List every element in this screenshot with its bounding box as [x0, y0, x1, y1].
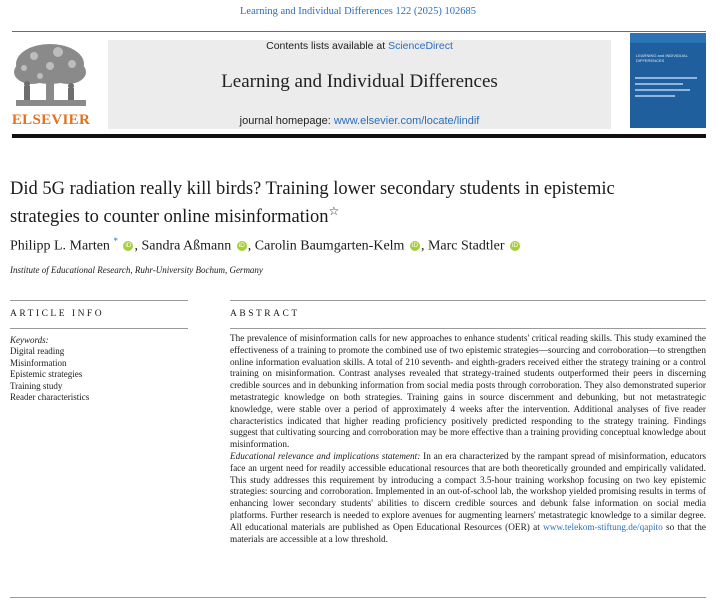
keyword-item: Epistemic strategies	[10, 369, 83, 379]
title-footnote-mark[interactable]: ☆	[328, 204, 340, 218]
keyword-item: Misinformation	[10, 357, 67, 368]
relevance-tail: so that the materials are accessible at a low threshold.	[230, 522, 706, 545]
publisher-logo-text: ELSEVIER	[11, 112, 91, 128]
orcid-icon[interactable]: iD	[125, 242, 132, 250]
article-title-text: Did 5G radiation really kill birds? Training lower secondary students in epistemic strategies to counter online misinformation	[10, 179, 615, 228]
journal-title: Learning and Individual Differences	[221, 71, 498, 92]
author-name[interactable]: Carolin Baumgarten-Kelm	[254, 238, 405, 254]
oer-link[interactable]: www.telekom-stiftung.de/qapito	[543, 522, 663, 533]
article-info-divider	[10, 328, 188, 329]
cover-line	[635, 77, 697, 79]
article-info-top-rule	[10, 300, 188, 301]
abstract-divider	[230, 328, 706, 329]
cover-line	[635, 95, 675, 97]
cover-top-band	[630, 33, 706, 43]
abstract-section	[230, 334, 706, 546]
orcid-icon[interactable]: iD	[411, 242, 419, 250]
abstract-top-rule	[230, 300, 706, 301]
author-separator: ,	[420, 238, 425, 254]
author-list	[10, 236, 521, 255]
author-name[interactable]: Marc Stadtler	[427, 238, 505, 254]
journal-cover-image[interactable]	[630, 33, 706, 128]
header-top-rule	[12, 31, 706, 32]
relevance-body: In an era characterized by the rampant spread of misinformation, educators face an urgent need for readily accessible educational resources that are both theoretically grounded and empirically validated. This study addresses this requirement by introducing a compact 3.5-hour training workshop focusing on two key epistemic strategies: sourcing and corroboration. Implemented in an out-of-school lab, the workshop yielded promising results in terms of enhancing lower secondary students' abilities to discern credible sources and debunk false information on social media platforms. Further research is needed to explore avenues for augmenting learners' metastrategic knowledge to a similar degree. All educational materials are published as Open Educational Resources (OER) at	[230, 451, 707, 533]
cover-title: LEARNING and INDIVIDUAL DIFFERENCES	[636, 53, 688, 63]
orcid-icon[interactable]: iD	[238, 242, 245, 250]
cover-line	[635, 89, 690, 91]
keyword-item: Training study	[10, 380, 63, 391]
author-separator: ,	[247, 238, 252, 254]
journal-homepage	[108, 115, 611, 127]
abstract-body: The prevalence of misinformation calls for new approaches to enhance students' critical reading skills. This study examined the effectiveness of a training to promote the combined use of two epistemic strategies—sourcing and corroboration—to strengthen online information evaluation skills. A total of 210 seventh- and eighth-graders received either the strategy training or a control training on misinformation. Contrast analyses revealed that strategy-trained students outperformed their peers in discerning credible sources and in debunking information from social media posts through corroboration. They also demonstrated superior metastrategic knowledge on both strategies. Training gains in source discernment and debunking, but not metastrategic knowledge, were stable over a period of approximately 4 weeks after the intervention. Additional analyses of five reader characteristics indicated that higher reading proficiency positively predicted responding to the strategy training. Findings suggest that cultivating sourcing and corroboration may be more effective than a training providing conceptual knowledge about misinformation.	[230, 334, 706, 451]
keyword-item: Digital reading	[10, 346, 65, 356]
relevance-statement	[230, 452, 706, 546]
keyword-item: Reader characteristics	[10, 392, 90, 402]
author-separator: ,	[134, 238, 138, 254]
journal-homepage-link[interactable]: www.elsevier.com/locate/lindif	[333, 115, 480, 127]
relevance-label: Educational relevance and implications statement:	[230, 451, 421, 462]
sciencedirect-link[interactable]: ScienceDirect	[388, 40, 453, 52]
author-affiliation: Institute of Educational Research, Ruhr-University Bochum, Germany	[10, 265, 263, 275]
article-title	[10, 178, 650, 228]
contents-prefix: Contents lists available at	[266, 40, 389, 52]
journal-header-box	[108, 40, 611, 129]
elsevier-tree-icon	[10, 42, 92, 112]
contents-availability	[108, 40, 611, 52]
author-name[interactable]: Philipp L. Marten	[10, 238, 110, 254]
keywords-list	[10, 346, 89, 404]
homepage-prefix: journal homepage:	[239, 115, 334, 127]
header-bottom-rule	[12, 134, 706, 138]
abstract-bottom-rule	[10, 597, 706, 598]
cover-line	[635, 83, 683, 85]
keywords-label: Keywords:	[10, 335, 49, 345]
corresponding-author-mark[interactable]: *	[113, 236, 118, 246]
author-name[interactable]: Sandra Aßmann	[141, 238, 232, 254]
abstract-heading: ABSTRACT	[230, 309, 300, 319]
journal-citation[interactable]: Learning and Individual Differences 122 (2025) 102685	[240, 6, 476, 17]
article-info-heading: ARTICLE INFO	[10, 309, 105, 319]
orcid-icon[interactable]: iD	[511, 242, 519, 250]
